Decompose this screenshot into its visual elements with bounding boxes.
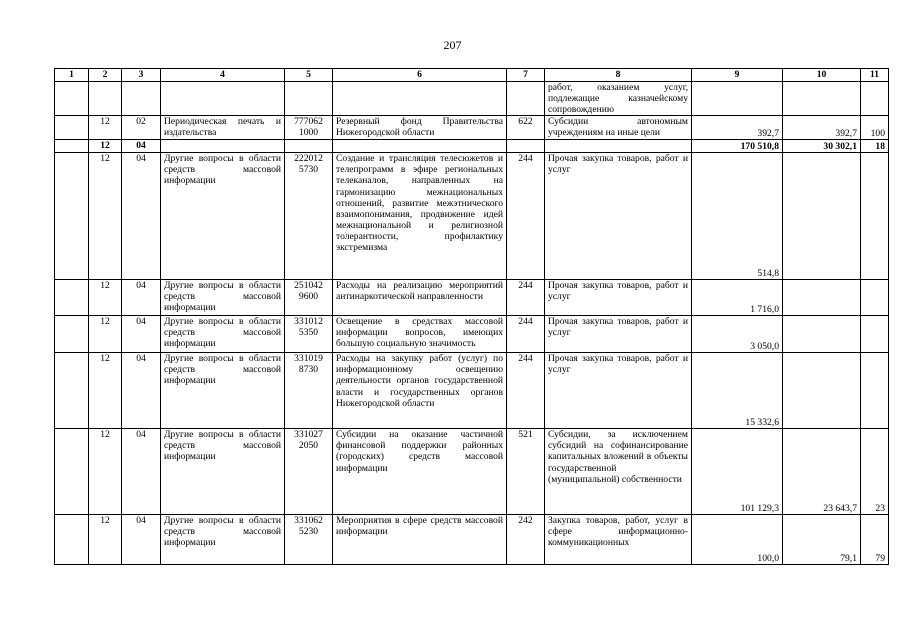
- cell-expense-code: 244: [507, 280, 545, 316]
- cell-executed: 30 302,1: [783, 140, 861, 153]
- cell-target-code: 331012 5350: [285, 316, 333, 353]
- cell-col1: [55, 153, 89, 280]
- col-header: 4: [161, 69, 285, 82]
- cell-section: 12: [89, 316, 122, 353]
- cell-expense-name: Закупка товаров, работ, услуг в сфере информационно-коммуникационных: [545, 515, 692, 565]
- cell-expense-name: Прочая закупка товаров, работ и услуг: [545, 153, 692, 280]
- cell-expense-code: 244: [507, 316, 545, 353]
- cell-percent: 23: [861, 429, 889, 515]
- cell-target-name: [333, 82, 507, 116]
- cell-expense-name: [545, 140, 692, 153]
- cell-target-code: 331019 8730: [285, 353, 333, 429]
- cell-expense-name: Прочая закупка товаров, работ и услуг: [545, 353, 692, 429]
- cell-expense-name: Субсидии автономным учреждениям на иные цели: [545, 116, 692, 140]
- cell-subsection: 04: [122, 353, 161, 429]
- cell-target-name: Создание и трансляция телесюжетов и телепрограмм в эфире региональных телеканалов, направленных на гармонизацию межнациональных отношений, развитие межэтнического взаимопонимания, продвижение идей межнациональной и религиозной толерантности, профилактику экстремизма: [333, 153, 507, 280]
- cell-executed: 23 643,7: [783, 429, 861, 515]
- cell-executed: [783, 353, 861, 429]
- cell-expense-name: Прочая закупка товаров, работ и услуг: [545, 280, 692, 316]
- cell-amount: 100,0: [692, 515, 783, 565]
- cell-target-code: 331027 2050: [285, 429, 333, 515]
- cell-col1: [55, 140, 89, 153]
- cell-amount: 1 716,0: [692, 280, 783, 316]
- cell-col1: [55, 429, 89, 515]
- cell-target-code: 222012 5730: [285, 153, 333, 280]
- col-header: 5: [285, 69, 333, 82]
- cell-target-name: Субсидии на оказание частичной финансовой поддержки районных (городских) средств массовой информации: [333, 429, 507, 515]
- cell-target-name: Освещение в средствах массовой информации вопросов, имеющих большую социальную значимость: [333, 316, 507, 353]
- cell-col1: [55, 82, 89, 116]
- cell-expense-code: 244: [507, 353, 545, 429]
- cell-percent: 18: [861, 140, 889, 153]
- cell-subsection: 04: [122, 429, 161, 515]
- cell-executed: [783, 82, 861, 116]
- cell-target-name: [333, 140, 507, 153]
- col-header: 9: [692, 69, 783, 82]
- cell-expense-code: [507, 140, 545, 153]
- cell-target-code: 777062 1000: [285, 116, 333, 140]
- cell-expense-name: работ, оказанием услуг, подлежащие казначейскому сопровождению: [545, 82, 692, 116]
- header-row: [55, 69, 889, 82]
- cell-subsection: 04: [122, 140, 161, 153]
- cell-amount: 101 129,3: [692, 429, 783, 515]
- cell-subsection-name: Другие вопросы в области средств массовой информации: [161, 316, 285, 353]
- cell-executed: [783, 280, 861, 316]
- cell-subsection-name: Другие вопросы в области средств массовой информации: [161, 353, 285, 429]
- cell-percent: [861, 316, 889, 353]
- cell-percent: 100: [861, 116, 889, 140]
- cell-subsection-name: [161, 82, 285, 116]
- cell-section: 12: [89, 515, 122, 565]
- cell-target-name: Резервный фонд Правительства Нижегородской области: [333, 116, 507, 140]
- cell-subsection: 04: [122, 153, 161, 280]
- cell-expense-code: 622: [507, 116, 545, 140]
- cell-subsection-name: [161, 140, 285, 153]
- cell-subsection-name: Другие вопросы в области средств массовой информации: [161, 153, 285, 280]
- cell-section: 12: [89, 153, 122, 280]
- cell-amount: 392,7: [692, 116, 783, 140]
- cell-target-code: [285, 82, 333, 116]
- budget-table: [54, 68, 889, 565]
- cell-expense-code: 521: [507, 429, 545, 515]
- table-row: [55, 116, 889, 140]
- cell-subsection-name: Другие вопросы в области средств массовой информации: [161, 280, 285, 316]
- cell-executed: 392,7: [783, 116, 861, 140]
- cell-target-code: 331062 5230: [285, 515, 333, 565]
- cell-percent: [861, 153, 889, 280]
- col-header: 7: [507, 69, 545, 82]
- cell-percent: [861, 280, 889, 316]
- cell-subsection: [122, 82, 161, 116]
- cell-percent: [861, 82, 889, 116]
- cell-section: 12: [89, 429, 122, 515]
- cell-expense-code: 242: [507, 515, 545, 565]
- cell-executed: 79,1: [783, 515, 861, 565]
- col-header: 2: [89, 69, 122, 82]
- cell-col1: [55, 280, 89, 316]
- cell-section: 12: [89, 280, 122, 316]
- cell-target-name: Расходы на реализацию мероприятий антинаркотической направленности: [333, 280, 507, 316]
- cell-section: 12: [89, 116, 122, 140]
- col-header: 10: [783, 69, 861, 82]
- cell-section: 12: [89, 140, 122, 153]
- cell-amount: 3 050,0: [692, 316, 783, 353]
- cell-subsection-name: Периодическая печать и издательства: [161, 116, 285, 140]
- table-row: [55, 353, 889, 429]
- page-number: 207: [443, 38, 462, 52]
- col-header: 3: [122, 69, 161, 82]
- col-header: 1: [55, 69, 89, 82]
- cell-target-code: [285, 140, 333, 153]
- cell-executed: [783, 316, 861, 353]
- cell-amount: 15 332,6: [692, 353, 783, 429]
- cell-subsection: 04: [122, 316, 161, 353]
- cell-subsection: 04: [122, 280, 161, 316]
- cell-subsection: 02: [122, 116, 161, 140]
- cell-subsection: 04: [122, 515, 161, 565]
- cell-col1: [55, 116, 89, 140]
- cell-subsection-name: Другие вопросы в области средств массовой информации: [161, 429, 285, 515]
- cell-target-code: 251042 9600: [285, 280, 333, 316]
- cell-target-name: Мероприятия в сфере средств массовой информации: [333, 515, 507, 565]
- col-header: 8: [545, 69, 692, 82]
- cell-target-name: Расходы на закупку работ (услуг) по информационному освещению деятельности органов государственной власти и государственных органов Нижегородской области: [333, 353, 507, 429]
- cell-col1: [55, 353, 89, 429]
- col-header: 6: [333, 69, 507, 82]
- cell-percent: 79: [861, 515, 889, 565]
- cell-expense-code: [507, 82, 545, 116]
- table-row: [55, 153, 889, 280]
- cell-amount: 170 510,8: [692, 140, 783, 153]
- cell-section: [89, 82, 122, 116]
- cell-subsection-name: Другие вопросы в области средств массовой информации: [161, 515, 285, 565]
- table-row: [55, 429, 889, 515]
- table-row: [55, 515, 889, 565]
- cell-col1: [55, 515, 89, 565]
- cell-executed: [783, 153, 861, 280]
- table-row: [55, 82, 889, 116]
- cell-expense-name: Субсидии, за исключением субсидий на софинансирование капитальных вложений в объекты государственной (муниципальной) собственности: [545, 429, 692, 515]
- cell-percent: [861, 353, 889, 429]
- table-row: [55, 316, 889, 353]
- col-header: 11: [861, 69, 889, 82]
- cell-expense-code: 244: [507, 153, 545, 280]
- subtotal-row: [55, 140, 889, 153]
- cell-amount: [692, 82, 783, 116]
- table-row: [55, 280, 889, 316]
- cell-section: 12: [89, 353, 122, 429]
- cell-col1: [55, 316, 89, 353]
- cell-amount: 514,8: [692, 153, 783, 280]
- cell-expense-name: Прочая закупка товаров, работ и услуг: [545, 316, 692, 353]
